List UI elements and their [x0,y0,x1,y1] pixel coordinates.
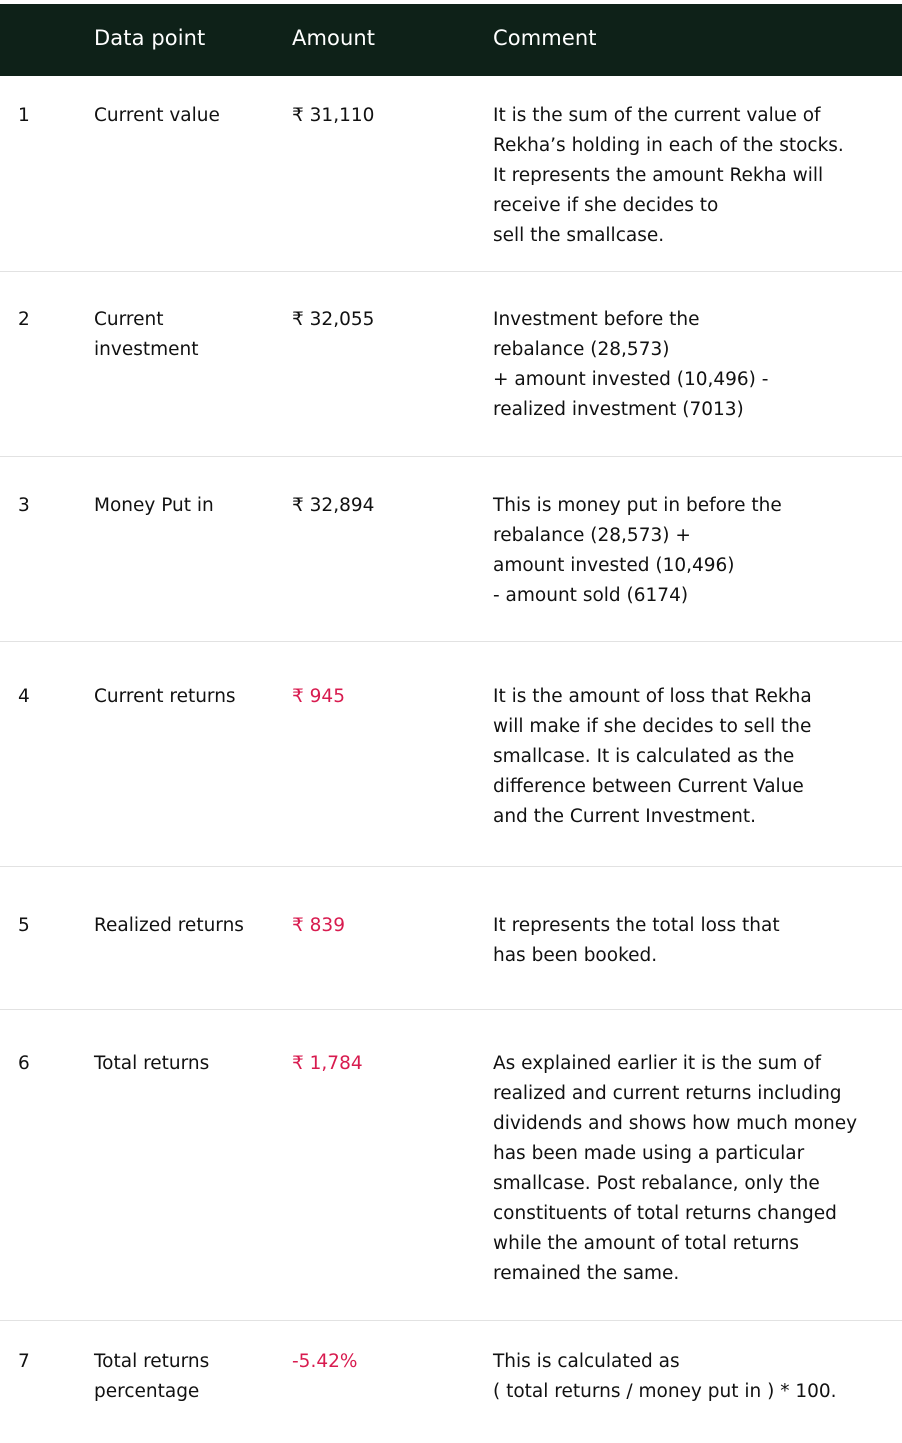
comment-line: This is money put in before the [493,495,782,516]
row-data-point [94,101,220,131]
comment-line: - amount sold (6174) [493,585,689,606]
comment-line: realized investment (7013) [493,399,744,420]
comment-line: ( total returns / money put in ) * 100. [493,1381,837,1402]
row-index: 1 [18,105,30,126]
row-comment [493,1347,837,1407]
row-amount: ₹ 32,894 [292,495,375,516]
table-row [0,1010,902,1321]
comment-line: remained the same. [493,1263,680,1284]
comment-line: smallcase. Post rebalance, only the [493,1173,820,1194]
comment-line: receive if she decides to [493,195,719,216]
comment-line: As explained earlier it is the sum of [493,1053,822,1074]
comment-line: has been made using a particular [493,1143,805,1164]
comment-line: rebalance (28,573) + [493,525,691,546]
header-amount: Amount [292,26,376,50]
comment-line: + amount invested (10,496) - [493,369,769,390]
row-comment [493,491,782,611]
table-row [0,1321,902,1443]
comment-line: while the amount of total returns [493,1233,799,1254]
row-comment [493,911,780,971]
comment-line: and the Current Investment. [493,806,756,827]
table-row [0,642,902,867]
row-index: 5 [18,915,30,936]
row-data-point [94,1347,209,1407]
row-amount: ₹ 31,110 [292,105,375,126]
row-index: 3 [18,495,30,516]
row-amount: ₹ 32,055 [292,309,375,330]
data-point-line: percentage [94,1381,200,1402]
data-point-line: Money Put in [94,495,214,516]
table-header [0,4,902,76]
header-comment: Comment [493,26,597,50]
row-data-point [94,1049,209,1079]
comment-line: Rekha’s holding in each of the stocks. [493,135,844,156]
table-row [0,272,902,457]
comment-line: smallcase. It is calculated as the [493,746,795,767]
row-comment [493,305,768,425]
row-comment [493,1049,857,1289]
comment-line: It represents the amount Rekha will [493,165,824,186]
data-point-line: Realized returns [94,915,244,936]
comment-line: sell the smallcase. [493,225,665,246]
comment-line: It is the sum of the current value of [493,105,821,126]
comment-line: It represents the total loss that [493,915,780,936]
comment-line: It is the amount of loss that Rekha [493,686,812,707]
table-row [0,457,902,642]
comment-line: Investment before the [493,309,700,330]
row-data-point [94,491,214,521]
comment-line: has been booked. [493,945,658,966]
comment-line: realized and current returns including [493,1083,842,1104]
comment-line: rebalance (28,573) [493,339,670,360]
row-amount: ₹ 839 [292,915,345,936]
data-point-line: Total returns [94,1351,210,1372]
data-point-line: Total returns [94,1053,210,1074]
row-amount: ₹ 1,784 [292,1053,363,1074]
row-amount: -5.42% [292,1351,358,1372]
comment-line: constituents of total returns changed [493,1203,837,1224]
row-comment [493,101,844,251]
row-data-point [94,682,236,712]
data-point-line: Current value [94,105,220,126]
comment-line: difference between Current Value [493,776,804,797]
table-row [0,867,902,1010]
data-point-line: investment [94,339,199,360]
comment-line: amount invested (10,496) [493,555,735,576]
header-data-point: Data point [94,26,206,50]
comment-line: will make if she decides to sell the [493,716,812,737]
data-point-line: Current returns [94,686,236,707]
row-amount: ₹ 945 [292,686,345,707]
row-index: 7 [18,1351,30,1372]
row-index: 2 [18,309,30,330]
row-index: 4 [18,686,30,707]
comment-line: dividends and shows how much money [493,1113,858,1134]
comment-line: This is calculated as [493,1351,680,1372]
table-row [0,77,902,272]
row-index: 6 [18,1053,30,1074]
row-data-point [94,911,244,941]
row-data-point [94,305,198,365]
row-comment [493,682,812,832]
data-point-line: Current [94,309,164,330]
